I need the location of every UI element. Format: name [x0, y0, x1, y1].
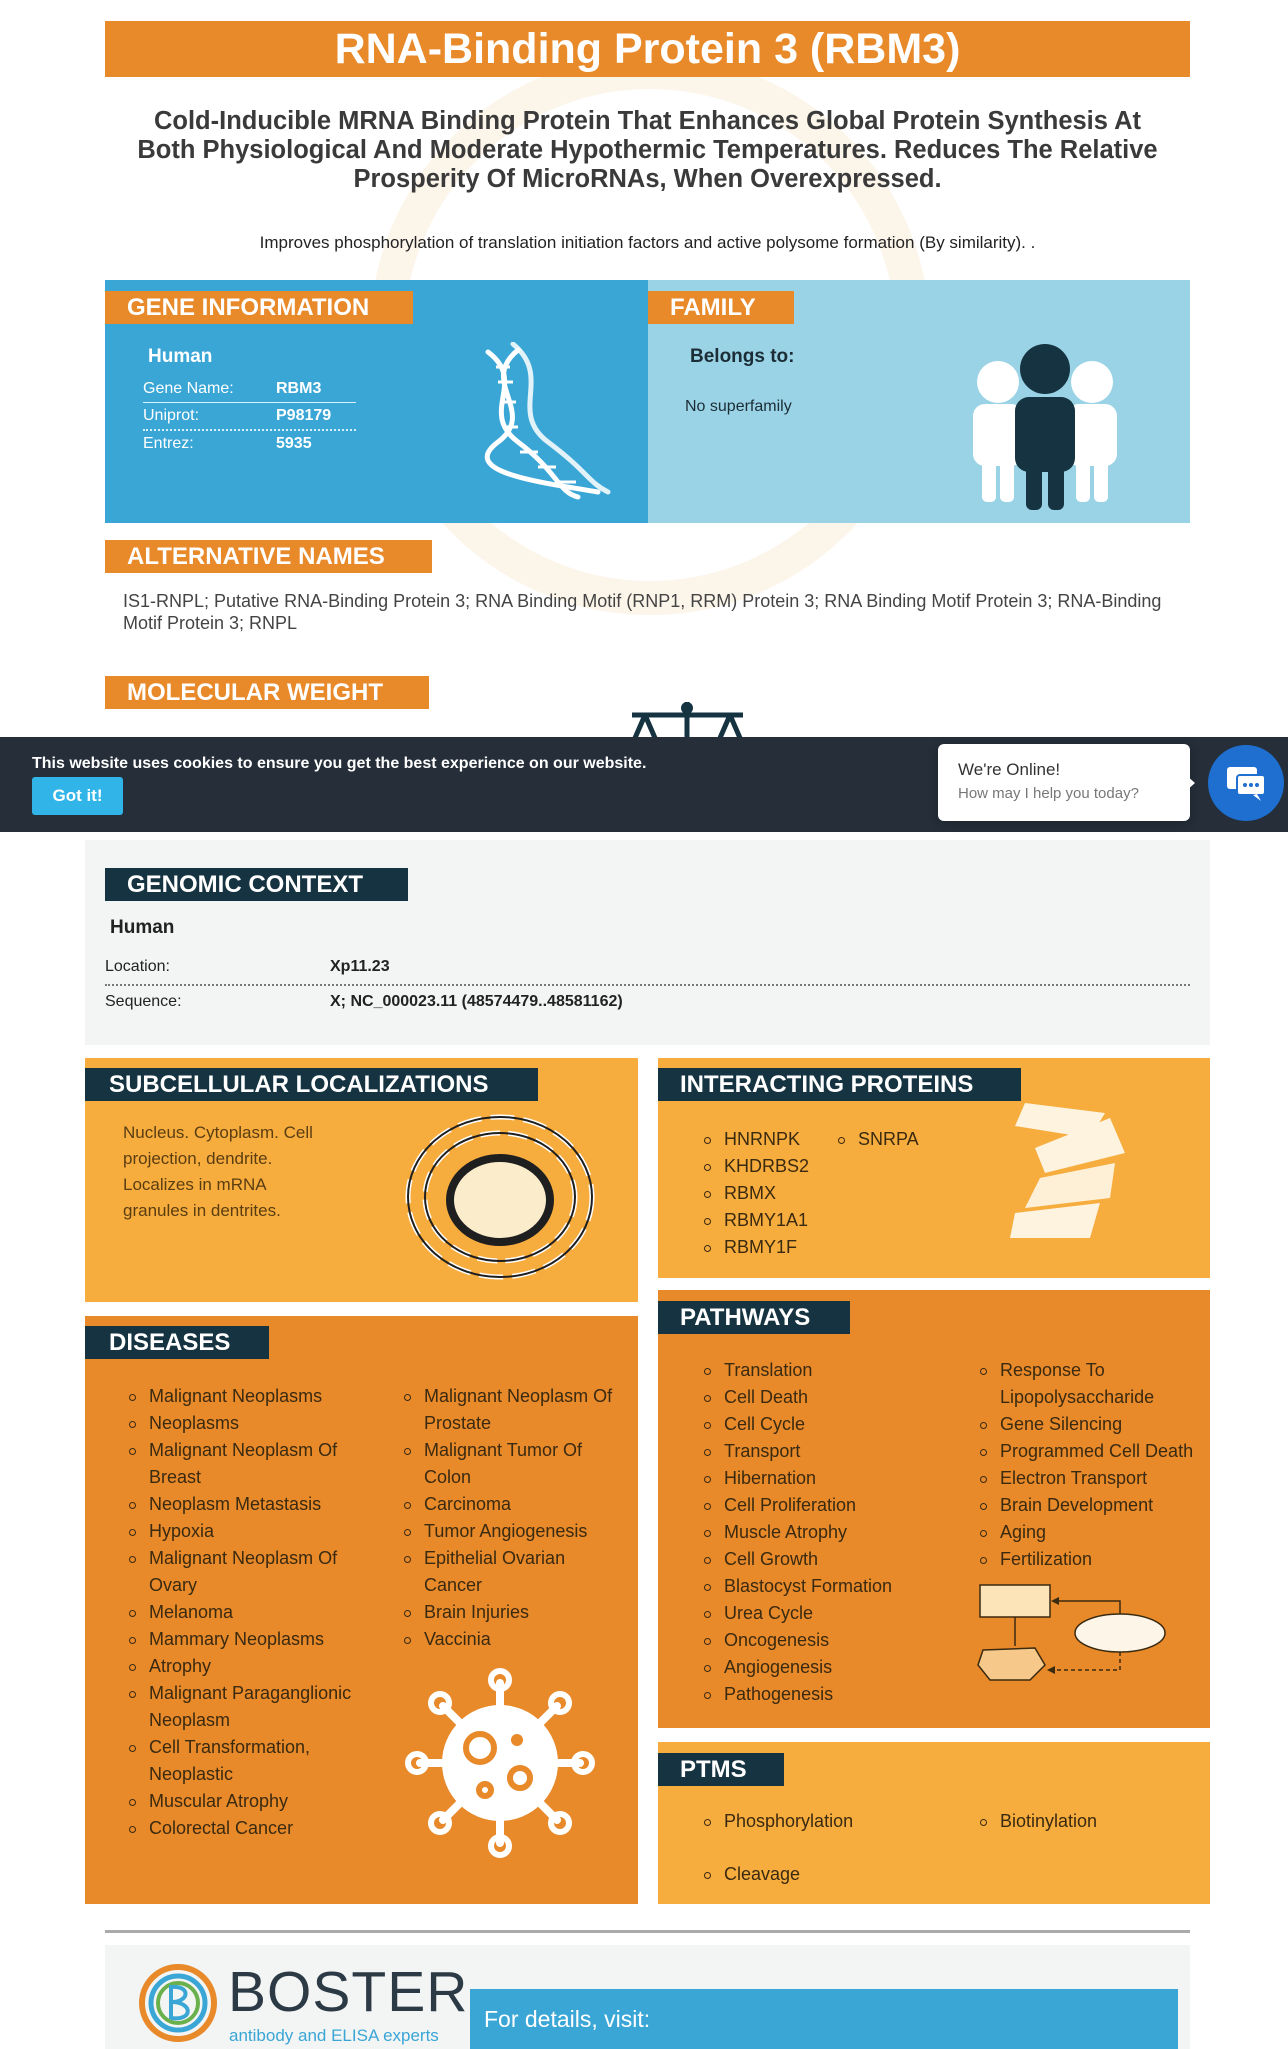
gene-info-heading: GENE INFORMATION [105, 291, 413, 324]
genomic-species: Human [110, 917, 175, 938]
cell-organelle-icon [395, 1105, 605, 1290]
page-title: RNA-Binding Protein 3 (RBM3) [334, 25, 961, 73]
list-item: Response To Lipopolysaccharide [976, 1357, 1201, 1411]
location-label: Location: [105, 958, 170, 975]
divider [105, 984, 1190, 986]
list-item: Malignant Paraganglionic Neoplasm [125, 1680, 355, 1734]
page-description: Improves phosphorylation of translation initiation factors and active polysome formation (By similarity). . [259, 233, 1036, 252]
list-item: Translation [700, 1357, 940, 1384]
list-item: Malignant Tumor Of Colon [400, 1437, 625, 1491]
list-item: RBMY1A1 [700, 1207, 809, 1234]
interacting-list-col1 [700, 1126, 809, 1261]
alt-names-heading: ALTERNATIVE NAMES [105, 540, 432, 573]
dna-helix-icon [468, 342, 616, 502]
family-belongs-label: Belongs to: [690, 346, 795, 367]
people-group-icon [970, 340, 1120, 512]
list-item: Carcinoma [400, 1491, 625, 1518]
chat-subtitle: How may I help you today? [958, 785, 1139, 802]
pathways-list-col2 [976, 1357, 1201, 1573]
virus-icon [405, 1668, 595, 1858]
divider [143, 402, 356, 403]
chat-open-button[interactable] [1208, 745, 1284, 821]
entrez-label: Entrez: [143, 435, 194, 452]
list-item: Transport [700, 1438, 940, 1465]
list-item: Phosphorylation [700, 1808, 853, 1835]
diseases-list-col1 [125, 1383, 355, 1842]
cookie-message: This website uses cookies to ensure you get the best experience on our website. [32, 755, 647, 772]
list-item: Brain Development [976, 1492, 1201, 1519]
boster-logo-icon [138, 1963, 218, 2043]
chat-bubble[interactable] [938, 744, 1190, 821]
pathways-heading: PATHWAYS [658, 1301, 850, 1334]
list-item: Cell Proliferation [700, 1492, 940, 1519]
uniprot-label: Uniprot: [143, 407, 200, 424]
list-item: Colorectal Cancer [125, 1815, 355, 1842]
footer-brand: BOSTER [228, 1960, 469, 2024]
list-item: Melanoma [125, 1599, 355, 1626]
list-item: Hypoxia [125, 1518, 355, 1545]
list-item: KHDRBS2 [700, 1153, 809, 1180]
gene-name-value: RBM3 [276, 380, 322, 397]
gene-info-species: Human [148, 346, 213, 367]
chat-icon [1225, 765, 1267, 803]
list-item: Malignant Neoplasm Of Ovary [125, 1545, 355, 1599]
subcellular-text: Nucleus. Cytoplasm. Cell projection, dendrite. Localizes in mRNA granules in dentrites. [123, 1123, 313, 1220]
list-item: Muscle Atrophy [700, 1519, 940, 1546]
interacting-list-col2 [834, 1126, 919, 1153]
list-item: Neoplasm Metastasis [125, 1491, 355, 1518]
list-item: RBMY1F [700, 1234, 809, 1261]
sequence-label: Sequence: [105, 993, 182, 1010]
list-item: RBMX [700, 1180, 809, 1207]
list-item: HNRNPK [700, 1126, 809, 1153]
pathway-diagram-icon [975, 1580, 1175, 1690]
list-item: Gene Silencing [976, 1411, 1201, 1438]
location-value: Xp11.23 [330, 958, 390, 975]
family-heading: FAMILY [648, 291, 794, 324]
list-item: Biotinylation [976, 1808, 1097, 1835]
sequence-value: X; NC_000023.11 (48574479..48581162) [330, 993, 623, 1010]
diseases-list-col2 [400, 1383, 625, 1653]
list-item: Tumor Angiogenesis [400, 1518, 625, 1545]
family-value: No superfamily [685, 398, 792, 415]
genomic-heading: GENOMIC CONTEXT [105, 868, 408, 901]
divider [143, 429, 356, 431]
protein-ribbon-icon [1005, 1098, 1130, 1243]
alt-names-text: IS1-RNPL; Putative RNA-Binding Protein 3; RNA Binding Motif (RNP1, RRM) Protein 3; RNA Binding Motif Protein 3; RNA-Binding Motif Protein 3; RNPL [123, 591, 1162, 633]
list-item: Cleavage [700, 1861, 853, 1888]
ptms-list-col1 [700, 1808, 853, 1888]
list-item: Fertilization [976, 1546, 1201, 1573]
list-item: Cell Cycle [700, 1411, 940, 1438]
cookie-accept-button[interactable]: Got it! [32, 777, 123, 815]
list-item: Atrophy [125, 1653, 355, 1680]
list-item: Electron Transport [976, 1465, 1201, 1492]
diseases-heading: DISEASES [85, 1326, 269, 1359]
list-item: Blastocyst Formation [700, 1573, 940, 1600]
list-item: Pathogenesis [700, 1681, 940, 1708]
ptms-list-col2 [976, 1808, 1097, 1835]
list-item: Cell Growth [700, 1546, 940, 1573]
list-item: Angiogenesis [700, 1654, 940, 1681]
list-item: Cell Transformation, Neoplastic [125, 1734, 355, 1788]
list-item: Oncogenesis [700, 1627, 940, 1654]
molecular-weight-heading: MOLECULAR WEIGHT [105, 676, 429, 709]
list-item: Neoplasms [125, 1410, 355, 1437]
gene-name-label: Gene Name: [143, 380, 234, 397]
entrez-link[interactable]: 5935 [276, 435, 312, 452]
list-item: Urea Cycle [700, 1600, 940, 1627]
divider [105, 1930, 1190, 1933]
list-item: Muscular Atrophy [125, 1788, 355, 1815]
chat-bubble-tail [1186, 775, 1195, 791]
list-item: Hibernation [700, 1465, 940, 1492]
list-item: Malignant Neoplasms [125, 1383, 355, 1410]
list-item: Mammary Neoplasms [125, 1626, 355, 1653]
ptms-heading: PTMS [658, 1753, 784, 1786]
pathways-list-col1 [700, 1357, 940, 1708]
subcellular-heading: SUBCELLULAR LOCALIZATIONS [85, 1068, 538, 1101]
scale-icon [630, 702, 745, 738]
list-item: Brain Injuries [400, 1599, 625, 1626]
list-item: Malignant Neoplasm Of Breast [125, 1437, 355, 1491]
interacting-heading: INTERACTING PROTEINS [658, 1068, 1021, 1101]
list-item: Cell Death [700, 1384, 940, 1411]
page-subtitle: Cold-Inducible MRNA Binding Protein That Enhances Global Protein Synthesis At Both Physiological And Moderate Hypothermic Temperatures. Reduces The Relative Prosperity Of MicroRNAs, When Overexpressed. [137, 107, 1158, 193]
list-item: Malignant Neoplasm Of Prostate [400, 1383, 625, 1437]
list-item: SNRPA [834, 1126, 919, 1153]
list-item: Epithelial Ovarian Cancer [400, 1545, 625, 1599]
footer-tagline: antibody and ELISA experts [229, 2026, 439, 2045]
list-item: Aging [976, 1519, 1201, 1546]
footer-details-label: For details, visit: [484, 2006, 651, 2032]
uniprot-link[interactable]: P98179 [276, 407, 332, 424]
list-item: Programmed Cell Death [976, 1438, 1201, 1465]
list-item: Vaccinia [400, 1626, 625, 1653]
chat-title: We're Online! [958, 760, 1061, 779]
